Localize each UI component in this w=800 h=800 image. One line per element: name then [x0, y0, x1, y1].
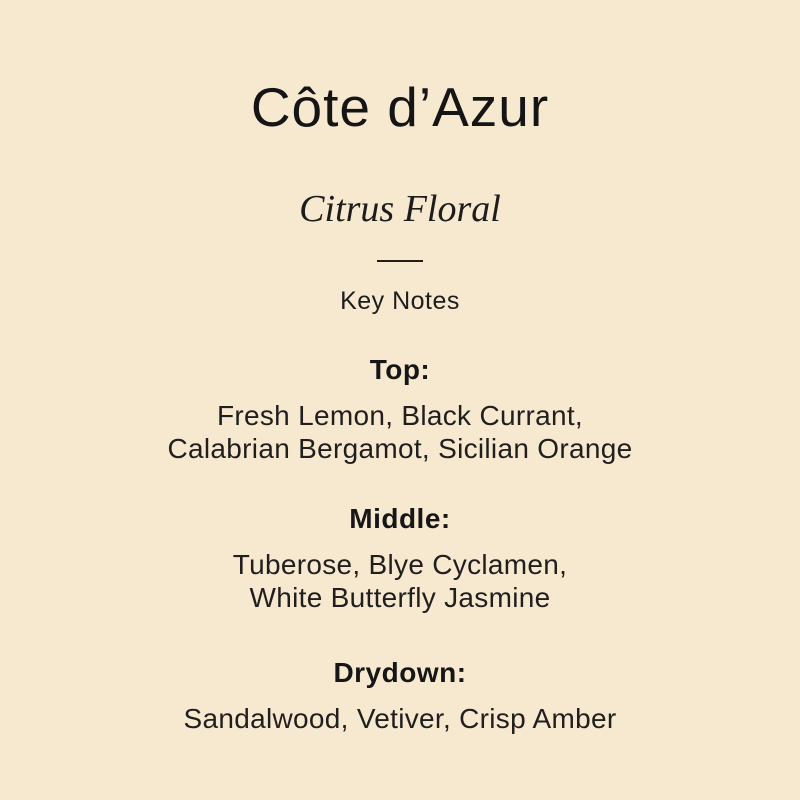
page-title: Côte d’Azur [250, 76, 550, 138]
top-notes-line-1: Fresh Lemon, Black Currant, [216, 399, 583, 431]
note-section-drydown [183, 656, 617, 735]
middle-notes-label: Middle: [349, 502, 451, 534]
fragrance-family-subtitle: Citrus Floral [299, 188, 501, 230]
drydown-notes-label: Drydown: [333, 656, 467, 688]
middle-notes-line-1: Tuberose, Blye Cyclamen, [232, 548, 568, 580]
note-section-middle [232, 502, 568, 614]
key-notes-heading: Key Notes [340, 287, 460, 315]
middle-notes-line-2: White Butterfly Jasmine [249, 581, 551, 613]
drydown-notes-line-1: Sandalwood, Vetiver, Crisp Amber [183, 702, 617, 734]
divider [377, 260, 423, 262]
top-notes-line-2: Calabrian Bergamot, Sicilian Orange [167, 432, 633, 464]
note-section-top [167, 353, 633, 465]
middle-notes-list [233, 548, 568, 614]
top-notes-list [168, 399, 633, 465]
top-notes-label: Top: [369, 353, 431, 385]
drydown-notes-list [184, 702, 617, 735]
